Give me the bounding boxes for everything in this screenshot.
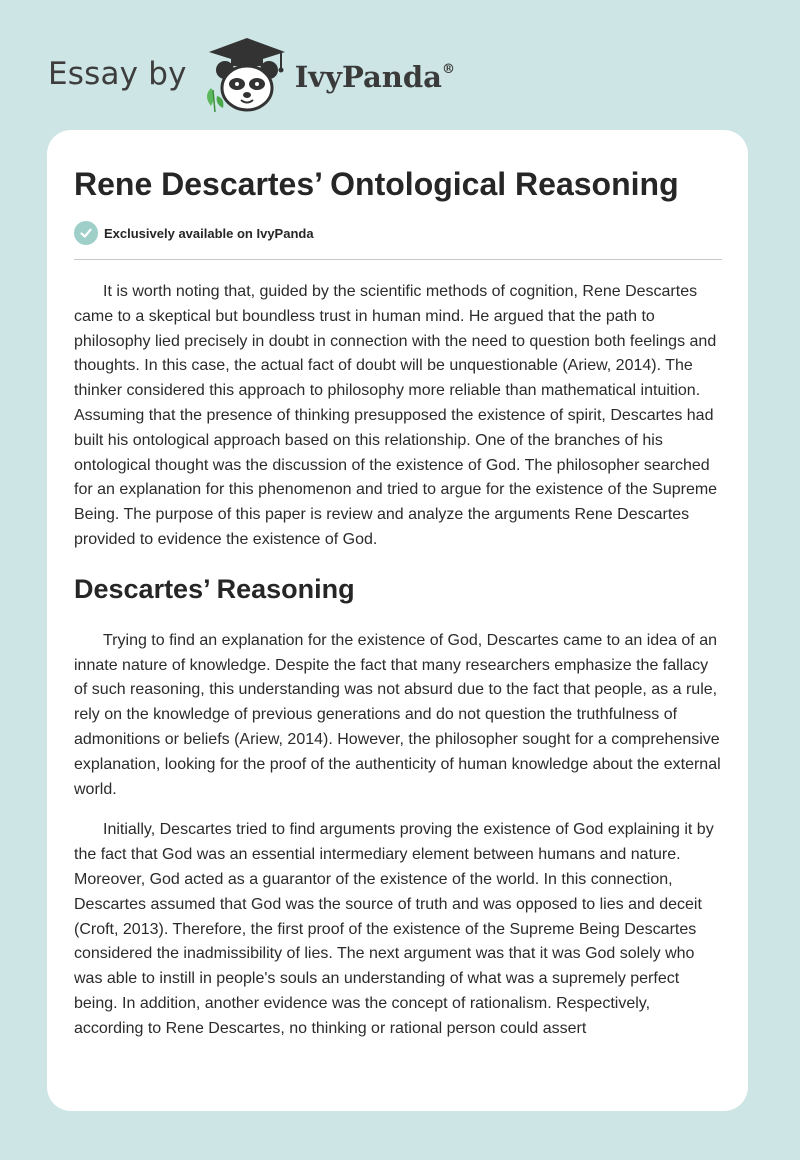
section-heading: Descartes’ Reasoning: [74, 573, 355, 604]
registered-mark: ®: [441, 62, 455, 77]
essay-by-label: Essay by: [48, 56, 187, 92]
brand-name: IvyPanda®: [294, 60, 455, 94]
brand-header[interactable]: [48, 34, 455, 114]
exclusive-badge: [74, 221, 722, 245]
check-circle-icon: [74, 221, 98, 245]
intro-paragraph: It is worth noting that, guided by the scientific methods of cognition, Rene Descartes came to a skeptical but boundless trust in human mind. He argued that the path to philosophy lied precisely in doubt in connection with the need to question both feelings and thoughts. In this case, the actual fact of doubt will be unquestionable (Ariew, 2014). The thinker considered this approach to philosophy more reliable than mathematical intuition. Assuming that the presence of thinking presupposed the existence of spirit, Descartes had built his ontological approach based on this relationship. One of the branches of his ontological thought was the discussion of the existence of God. The philosopher searched for an explanation for this phenomenon and tried to argue for the existence of the Supreme Being. The purpose of this paper is review and analyze the arguments Rene Descartes provided to evidence the existence of God.: [74, 283, 718, 548]
divider: [74, 259, 722, 260]
section-paragraph: Initially, Descartes tried to find arguments proving the existence of God explaining it by the fact that God was an essential intermediary element between humans and nature. Moreover, God acted as a guarantor of the existence of the world. In this connection, Descartes assumed that God was the source of truth and was opposed to lies and deceit (Croft, 2013). Therefore, the first proof of the existence of the Supreme Being Descartes considered the inadmissibility of lies. The next argument was that it was God solely who was able to instill in people's souls an understanding of what was a supremely perfect being. In addition, another evidence was the concept of rationalism. Respectively, according to Rene Descartes, no thinking or rational person could assert: [74, 821, 714, 1037]
section-paragraph: Trying to find an explanation for the existence of God, Descartes came to an idea of an innate nature of knowledge. Despite the fact that many researchers emphasize the fallacy of such reasoning, this understanding was not absurd due to the fact that people, as a rule, rely on the knowledge of previous generations and do not question the truthfulness of admonitions or beliefs (Ariew, 2014). However, the philosopher sought for a comprehensive explanation, looking for the proof of the authenticity of human knowledge about the external world.: [74, 631, 721, 798]
panda-logo-icon: [201, 34, 293, 114]
essay-card: [47, 130, 748, 1111]
page-title: Rene Descartes’ Ontological Reasoning: [74, 166, 679, 202]
exclusive-label: Exclusively available on IvyPanda: [104, 225, 314, 241]
